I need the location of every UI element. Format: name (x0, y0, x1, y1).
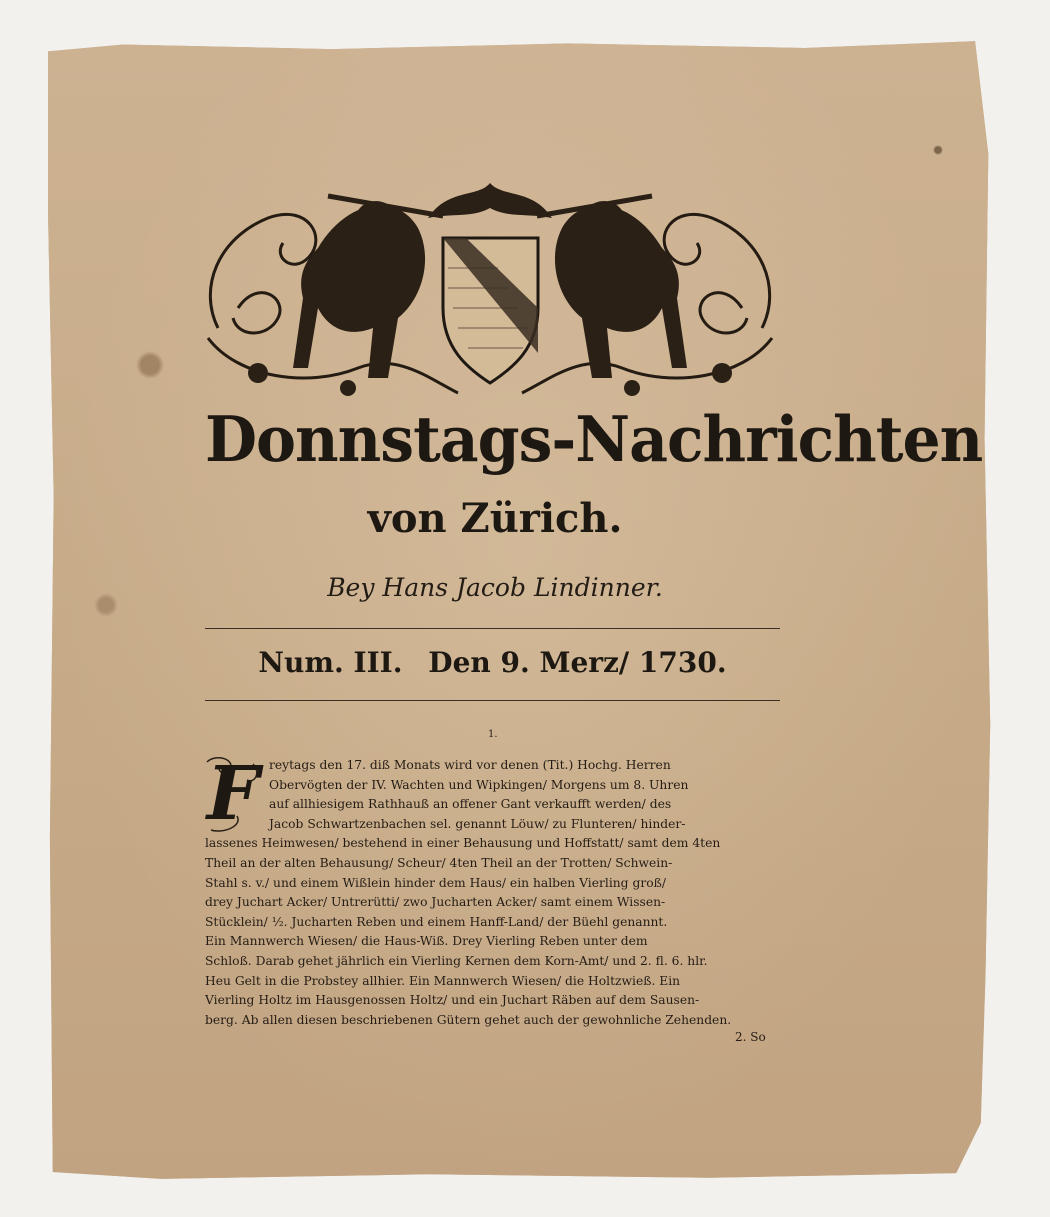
article-line: Ein Mannwerch Wiesen/ die Haus-Wiß. Drey Vierling Reben unter dem (205, 934, 648, 949)
printer-line: Bey Hans Jacob Lindinner. (327, 573, 663, 602)
article-line: berg. Ab allen diesen beschriebenen Gütern gehet auch der gewohnliche Zehenden. (205, 1012, 732, 1027)
article-line: Stahl s. v./ und einem Wißlein hinder dem Haus/ ein halben Vierling groß/ (205, 875, 666, 890)
issue-line (205, 646, 780, 679)
article-body (205, 751, 785, 1030)
coat-of-arms-crest (198, 178, 782, 410)
article-line: lassenes Heimwesen/ bestehend in einer Behausung und Hoffstatt/ samt dem 4ten (205, 836, 721, 851)
article-line: Vierling Holtz im Hausgenossen Holtz/ und ein Juchart Räben auf dem Sausen- (205, 993, 700, 1008)
header-rule-bottom (205, 700, 780, 701)
article-line: auf allhiesigem Rathhauß an offener Gant verkaufft werden/ des (269, 797, 672, 812)
drop-cap-initial: F (206, 751, 260, 837)
article-line: Jacob Schwartzenbachen sel. genannt Löuw/ zu Flunteren/ hinder- (269, 816, 686, 831)
newspaper-subtitle: von Zürich. (367, 495, 623, 542)
article-line: Theil an der alten Behausung/ Scheur/ 4ten Theil an der Trotten/ Schwein- (205, 855, 673, 870)
article-line: drey Juchart Acker/ Untrerütti/ zwo Jucharten Acker/ samt einem Wissen- (205, 895, 666, 910)
article-line: Obervögten der IV. Wachten und Wipkingen/ Morgens um 8. Uhren (269, 777, 689, 792)
issue-date: Den 9. Merz/ 1730. (428, 646, 727, 679)
header-rule-top (205, 628, 780, 629)
article-line: Stücklein/ ½. Jucharten Reben und einem Hanff-Land/ der Büehl genannt. (205, 914, 668, 929)
article-line: Heu Gelt in die Probstey allhier. Ein Mannwerch Wiesen/ die Holtzwieß. Ein (205, 973, 681, 988)
article-line: reytags den 17. diß Monats wird vor denen (Tit.) Hochg. Herren (269, 758, 671, 772)
article-line: Schloß. Darab gehet jährlich ein Vierling Kernen dem Korn-Amt/ und 2. fl. 6. hlr. (205, 953, 708, 968)
issue-number: Num. III. (258, 646, 403, 679)
catchword: 2. So (735, 1030, 766, 1044)
newspaper-title: Donnstags-Nachrichten (205, 403, 983, 477)
item-number: 1. (488, 729, 498, 740)
